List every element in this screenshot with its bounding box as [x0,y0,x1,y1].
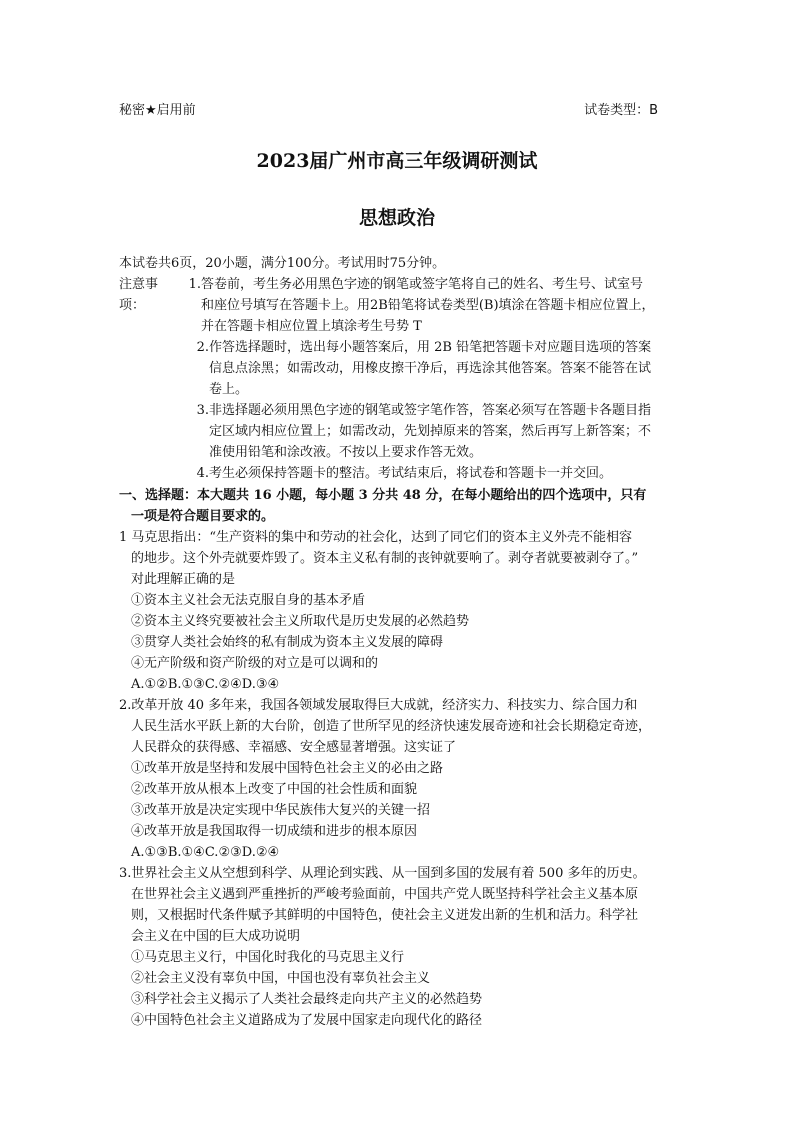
question-stem-line: 则，又根据时代条件赋予其鲜明的中国特色，使社会主义迸发出新的生机和活力。科学社 [131,908,639,923]
question-option: ②社会主义没有辜负中国，中国也没有辜负社会主义 [131,971,431,986]
notice-item [183,274,679,337]
notice-line: 并在答题卡相应位置上填涂考生号势 T [201,319,422,334]
notice-block [119,274,679,484]
paper-type: 试卷类型：B [584,103,658,118]
notice-line: 作答选择题时，选出每小题答案后，用 2B 铅笔把答题卡对应题目选项的答案 [209,340,652,355]
question-stem-line: 人民生活水平跃上新的大台阶，创造了世所罕见的经济快速发展奇迹和社会长期稳定奇迹， [131,719,652,734]
question-option: ③科学社会主义揭示了人类社会最终走向共产主义的必然趋势 [131,992,483,1007]
question-option: ④无产阶级和资产阶级的对立是可以调和的 [131,656,379,671]
question-option: ④中国特色社会主义道路成为了发展中国家走向现代化的路径 [131,1013,483,1028]
question-stem-line: 1 马克思指出：“生产资料的集中和劳动的社会化，达到了同它们的资本主义外壳不能相容 [119,530,633,545]
question-option: ③改革开放是决定实现中华民族伟大复兴的关键一招 [131,803,431,818]
notice-item-text [201,274,679,337]
notice-line: 准使用铅笔和涂改液。不按以上要求作答无效。 [209,445,483,460]
section-heading-line: 一项是符合题目要求的。 [131,509,275,524]
notice-items [183,274,679,484]
exam-body [119,253,679,1031]
question-stem-line: 3.世界社会主义从空想到科学、从理论到实践、从一国到多国的发展有着 500 多年的历史。 [119,866,646,881]
section-heading [119,485,679,527]
notice-line: 定区域内相应位置上；如需改动，先划掉原来的答案，然后再写上新答案；不 [209,424,652,439]
question-option: ④改革开放是我国取得一切成绩和进步的根本原因 [131,824,418,839]
confidential-mark: 秘密★启用前 [119,103,196,118]
exam-title: 2023届广州市高三年级调研测试 [256,150,538,172]
question-stem-line: 2.改革开放 40 多年来，我国各领域发展取得巨大成就，经济实力、科技实力、综合国力和 [119,698,638,713]
notice-line: 考生必须保持答题卡的整洁。考试结束后，将试卷和答题卡一并交回。 [209,466,613,481]
question-stem-line: 人民群众的获得感、幸福感、安全感显著增强。这实证了 [131,740,457,755]
notice-line: 卷上。 [209,382,249,397]
notice-item-text [209,400,679,463]
notice-item [183,337,679,400]
question-2 [119,695,679,863]
question-option: ③贯穿人类社会始终的私有制成为资本主义发展的障碍 [131,635,444,650]
question-option: ①改革开放是坚持和发展中国特色社会主义的必由之路 [131,761,444,776]
question-option: ①资本主义社会无法克服自身的基本矛盾 [131,593,366,608]
question-stem-line: 的地步。这个外壳就要炸毁了。资本主义私有制的丧钟就要响了。剥夺者就要被剥夺了。” [131,551,639,566]
notice-item-number: 2. [196,340,209,355]
question-option: ②资本主义终究要被社会主义所取代是历史发展的必然趋势 [131,614,470,629]
question-stem-line: 会主义在中国的巨大成功说明 [131,929,301,944]
notice-item [183,463,679,484]
answer-choices: A.①②B.①③C.②④D.③④ [131,677,280,692]
notice-item [183,400,679,463]
notice-item-text [209,337,679,400]
question-stem-line: 对此理解正确的是 [131,572,236,587]
question-option: ①马克思主义行，中国化时我化的马克思主义行 [131,950,405,965]
question-stem-line: 在世界社会主义遇到严重挫折的严峻考验面前，中国共产党人既坚持科学社会主义基本原 [131,887,639,902]
exam-intro: 本试卷共6页，20小题，满分100分。考试用时75分钟。 [119,256,446,271]
notice-line: 信息点涂黑；如需改动，用橡皮擦干净后，再选涂其他答案。答案不能答在试 [209,361,652,376]
notice-item-number: 4. [196,466,209,481]
answer-choices: A.①③B.①④C.②③D.②④ [131,845,280,860]
notice-item-text [209,463,679,484]
question-3 [119,863,679,1031]
notice-item-number: 3. [196,403,209,418]
question-option: ②改革开放从根本上改变了中国的社会性质和面貌 [131,782,418,797]
notice-item-number: 1. [188,277,201,292]
notice-line: 非选择题必须用黑色字迹的钢笔或签字笔作答，答案必须写在答题卡各题目指 [209,403,652,418]
notice-label: 注意事项： [119,277,159,313]
notice-line: 答卷前，考生务必用黑色字迹的钢笔或签字笔将自己的姓名、考生号、试室号 [201,277,644,292]
question-1 [119,527,679,695]
notice-line: 和座位号填写在答题卡上。用2B铅笔将试卷类型(B)填涂在答题卡相应位置上， [201,298,655,313]
section-heading-line: 一、选择题：本大题共 16 小题，每小题 3 分共 48 分，在每小题给出的四个选项中，只有 [119,488,647,503]
subject-title: 思想政治 [358,207,435,229]
